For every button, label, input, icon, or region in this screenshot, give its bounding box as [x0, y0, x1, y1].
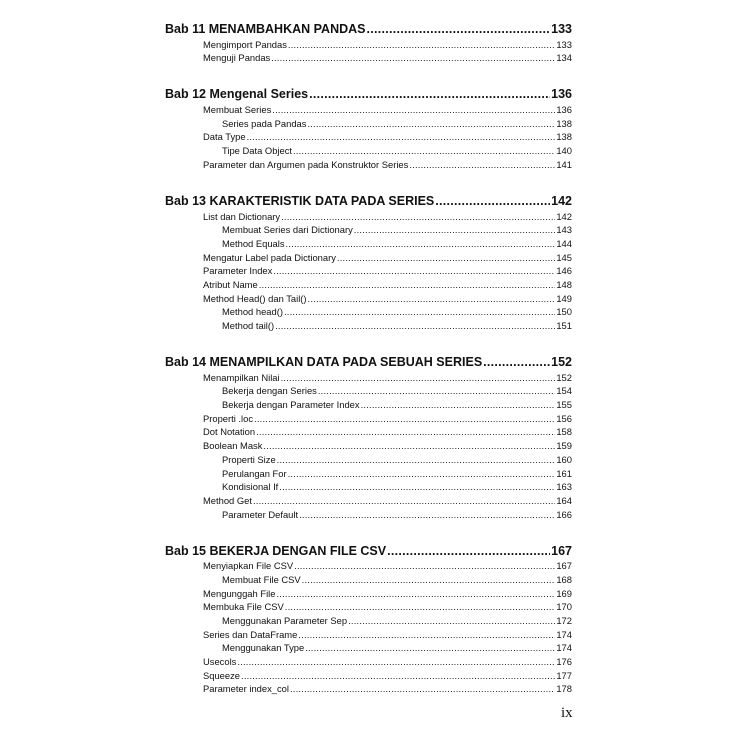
toc-entry: [165, 492, 572, 506]
dot-leader: [275, 320, 555, 331]
entry-page-number: 136: [556, 104, 572, 116]
toc-entry: [165, 396, 572, 410]
entry-page-number: 154: [556, 385, 572, 397]
entry-page-number: 150: [556, 306, 572, 318]
entry-page-number: 161: [556, 467, 572, 479]
entry-page-number: 176: [556, 656, 572, 668]
entry-page-number: 174: [556, 628, 572, 640]
dot-leader: [366, 22, 550, 36]
dot-leader: [361, 399, 556, 410]
dot-leader: [435, 194, 550, 208]
entry-label: Parameter dan Argumen pada Konstruktor Series: [203, 158, 409, 170]
entry-label: Parameter index_col: [203, 683, 289, 695]
dot-leader: [256, 426, 555, 437]
toc-entry: [165, 410, 572, 424]
chapter-title: Bab 15 BEKERJA DENGAN FILE CSV: [165, 543, 387, 558]
table-of-contents: [165, 15, 572, 711]
entry-page-number: 138: [556, 131, 572, 143]
toc-entry: [165, 222, 572, 236]
dot-leader: [237, 656, 555, 667]
entry-page-number: 167: [556, 560, 572, 572]
dot-leader: [294, 560, 555, 571]
toc-chapter: [165, 537, 572, 695]
entry-page-number: 142: [556, 210, 572, 222]
entry-label: Data Type: [203, 131, 246, 143]
entry-page-number: 164: [556, 494, 572, 506]
entry-label: Method Head() dan Tail(): [203, 292, 307, 304]
chapter-page-number: 167: [551, 543, 572, 558]
toc-entry: [165, 465, 572, 479]
dot-leader: [293, 145, 555, 156]
entry-label: Series dan DataFrame: [203, 628, 298, 640]
chapter-title: Bab 12 Mengenal Series: [165, 87, 309, 102]
chapter-heading: [165, 187, 572, 208]
toc-entry: [165, 304, 572, 318]
entry-label: Boolean Mask: [203, 440, 263, 452]
entry-page-number: 159: [556, 440, 572, 452]
entry-label: Menggunakan Type: [222, 642, 305, 654]
entry-page-number: 172: [556, 615, 572, 626]
entry-label: Mengunggah File: [203, 587, 276, 599]
toc-entry: [165, 290, 572, 304]
toc-entry: [165, 383, 572, 397]
toc-entry: [165, 437, 572, 451]
toc-chapter: [165, 80, 572, 169]
dot-leader: [288, 468, 556, 479]
entry-page-number: 146: [556, 265, 572, 277]
dot-leader: [305, 642, 555, 653]
entry-page-number: 144: [556, 237, 572, 249]
entry-page-number: 160: [556, 453, 572, 465]
toc-entry: [165, 276, 572, 290]
chapter-page-number: 142: [551, 193, 572, 208]
dot-leader: [279, 481, 555, 492]
toc-entry: [165, 585, 572, 599]
entry-label: Method Equals: [222, 237, 285, 249]
dot-leader: [483, 355, 550, 369]
entry-label: Menampilkan Nilai: [203, 371, 280, 383]
entry-page-number: 141: [556, 158, 572, 170]
entry-label: Method Get: [203, 494, 252, 506]
entry-page-number: 145: [556, 251, 572, 263]
entry-page-number: 166: [556, 508, 572, 520]
toc-chapter: [165, 348, 572, 520]
entry-label: Parameter Index: [203, 265, 273, 277]
entry-page-number: 134: [556, 52, 572, 64]
toc-entry: [165, 115, 572, 129]
dot-leader: [285, 601, 556, 612]
entry-label: Dot Notation: [203, 426, 256, 438]
toc-chapter: [165, 187, 572, 331]
toc-entry: [165, 479, 572, 493]
dot-leader: [387, 544, 550, 558]
entry-page-number: 151: [556, 320, 572, 331]
dot-leader: [298, 629, 555, 640]
dot-leader: [276, 588, 555, 599]
toc-entry: [165, 506, 572, 520]
dot-leader: [308, 293, 556, 304]
toc-entry: [165, 369, 572, 383]
dot-leader: [302, 574, 556, 585]
dot-leader: [318, 385, 555, 396]
chapter-heading: [165, 348, 572, 369]
dot-leader: [409, 159, 555, 170]
toc-entry: [165, 571, 572, 585]
toc-entry: [165, 653, 572, 667]
page-number: ix: [561, 705, 573, 721]
dot-leader: [286, 238, 556, 249]
toc-entry: [165, 424, 572, 438]
chapter-title: Bab 14 MENAMPILKAN DATA PADA SEBUAH SERIES: [165, 355, 483, 369]
toc-entry: [165, 129, 572, 143]
chapter-page-number: 133: [551, 22, 572, 36]
entry-label: Mengatur Label pada Dictionary: [203, 251, 336, 263]
toc-entry: [165, 101, 572, 115]
toc-entry: [165, 142, 572, 156]
entry-page-number: 138: [556, 117, 572, 129]
dot-leader: [284, 306, 555, 317]
dot-leader: [354, 224, 556, 235]
dot-leader: [281, 211, 555, 222]
entry-label: Membuat File CSV: [222, 573, 301, 585]
entry-label: Method tail(): [222, 320, 275, 331]
dot-leader: [263, 440, 555, 451]
entry-label: Series pada Pandas: [222, 117, 307, 129]
dot-leader: [247, 131, 556, 142]
dot-leader: [253, 495, 555, 506]
toc-entry: [165, 612, 572, 626]
entry-label: Menggunakan Parameter Sep: [222, 615, 348, 626]
toc-entry: [165, 317, 572, 331]
entry-page-number: 169: [556, 587, 572, 599]
entry-label: Squeeze: [203, 669, 241, 681]
toc-entry: [165, 50, 572, 64]
dot-leader: [272, 104, 555, 115]
entry-page-number: 143: [556, 224, 572, 236]
entry-label: Membuka File CSV: [203, 601, 284, 613]
toc-entry: [165, 263, 572, 277]
chapter-title: Bab 13 KARAKTERISTIK DATA PADA SERIES: [165, 193, 435, 208]
chapter-heading: [165, 537, 572, 558]
entry-label: Mengimport Pandas: [203, 38, 287, 50]
chapter-page-number: 136: [551, 87, 572, 102]
entry-label: Menguji Pandas: [203, 52, 271, 64]
dot-leader: [309, 87, 550, 101]
entry-page-number: 148: [556, 278, 572, 290]
toc-entry: [165, 208, 572, 222]
entry-label: Menyiapkan File CSV: [203, 560, 294, 572]
toc-entry: [165, 681, 572, 695]
entry-label: Bekerja dengan Series: [222, 385, 317, 397]
dot-leader: [288, 39, 555, 50]
dot-leader: [299, 509, 555, 520]
entry-page-number: 158: [556, 426, 572, 438]
toc-entry: [165, 249, 572, 263]
entry-page-number: 174: [556, 642, 572, 654]
entry-label: Tipe Data Object: [222, 145, 292, 157]
dot-leader: [254, 413, 555, 424]
entry-label: Kondisional If: [222, 481, 279, 493]
entry-label: Method head(): [222, 306, 283, 318]
toc-entry: [165, 235, 572, 249]
chapter-heading: [165, 15, 572, 36]
toc-entry: [165, 599, 572, 613]
entry-label: Usecols: [203, 656, 237, 668]
toc-entry: [165, 36, 572, 50]
dot-leader: [271, 52, 555, 63]
chapter-title: Bab 11 MENAMBAHKAN PANDAS: [165, 22, 366, 36]
entry-label: Membuat Series dari Dictionary: [222, 224, 353, 236]
toc-entry: [165, 156, 572, 170]
dot-leader: [348, 615, 555, 626]
chapter-page-number: 152: [551, 355, 572, 369]
entry-page-number: 168: [556, 573, 572, 585]
dot-leader: [337, 252, 555, 263]
entry-label: Bekerja dengan Parameter Index: [222, 399, 360, 411]
entry-label: Atribut Name: [203, 278, 258, 290]
entry-label: List dan Dictionary: [203, 210, 281, 222]
entry-page-number: 140: [556, 145, 572, 157]
dot-leader: [290, 683, 555, 694]
entry-page-number: 170: [556, 601, 572, 613]
toc-chapter: [165, 15, 572, 63]
dot-leader: [241, 670, 555, 681]
entry-label: Parameter Default: [222, 508, 299, 520]
toc-entry: [165, 667, 572, 681]
entry-page-number: 156: [556, 412, 572, 424]
entry-label: Properti Size: [222, 453, 276, 465]
entry-label: Perulangan For: [222, 467, 287, 479]
entry-page-number: 149: [556, 292, 572, 304]
entry-page-number: 152: [556, 371, 572, 383]
entry-page-number: 155: [556, 399, 572, 411]
entry-page-number: 163: [556, 481, 572, 493]
toc-entry: [165, 451, 572, 465]
dot-leader: [281, 372, 556, 383]
toc-entry: [165, 558, 572, 572]
chapter-heading: [165, 80, 572, 101]
dot-leader: [259, 279, 556, 290]
entry-page-number: 178: [556, 683, 572, 695]
dot-leader: [277, 454, 556, 465]
entry-label: Membuat Series: [203, 104, 272, 116]
toc-entry: [165, 640, 572, 654]
entry-label: Properti .loc: [203, 412, 254, 424]
dot-leader: [273, 265, 555, 276]
toc-entry: [165, 626, 572, 640]
entry-page-number: 133: [556, 38, 572, 50]
dot-leader: [307, 118, 555, 129]
entry-page-number: 177: [556, 669, 572, 681]
